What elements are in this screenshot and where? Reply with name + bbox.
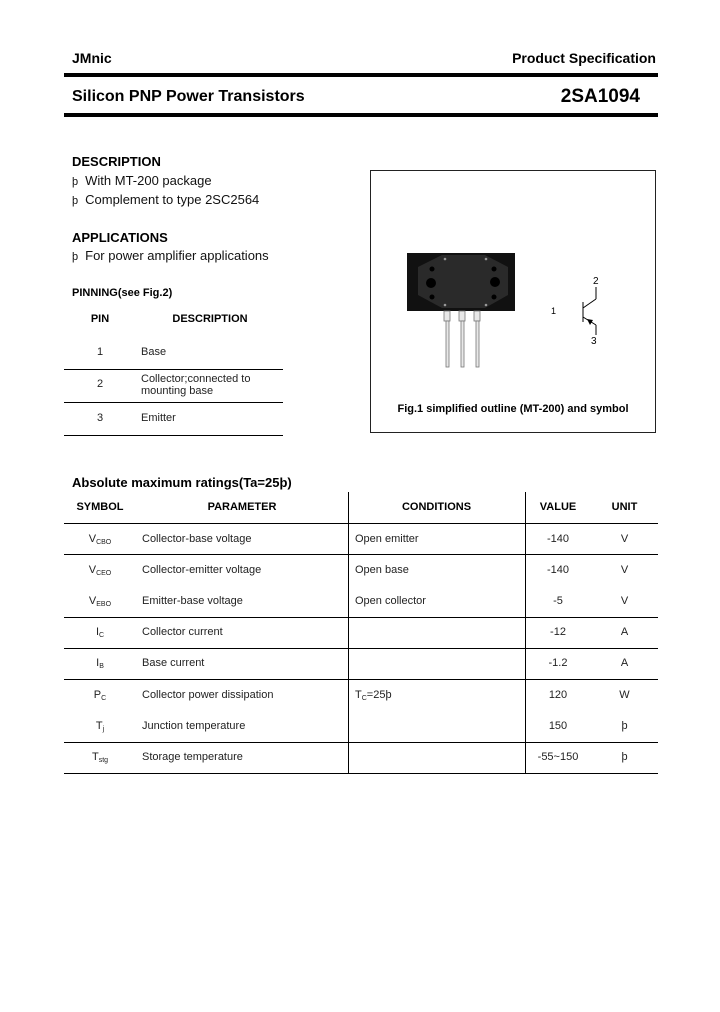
- pinning-heading: PINNING(see Fig.2): [72, 287, 173, 299]
- bullet-icon: þ: [72, 195, 79, 207]
- conditions-cell: Open base: [355, 564, 409, 576]
- row-divider: [64, 773, 658, 774]
- description-item-text: With MT-200 package: [85, 173, 212, 188]
- unit-cell: V: [620, 595, 629, 607]
- conditions-cell: Open collector: [355, 595, 426, 607]
- symbol-cell: $V_{EBO}$: [88, 595, 112, 608]
- row-divider: [64, 554, 658, 555]
- value-cell: 150: [548, 720, 568, 732]
- unit-cell: þ: [621, 751, 628, 763]
- symbol-cell: $P_C$: [93, 689, 107, 702]
- pin-description: Collector;connected to: [141, 373, 251, 385]
- parameter-cell: Storage temperature: [142, 751, 243, 763]
- pin-description: Base: [141, 346, 167, 358]
- unit-cell: V: [620, 564, 629, 576]
- parameter-cell: Base current: [142, 657, 205, 669]
- transistor-package-image: [400, 245, 520, 375]
- parameter-cell: Collector-emitter voltage: [142, 564, 262, 576]
- pin-row-divider: [64, 435, 283, 436]
- value-cell: -1.2: [548, 657, 568, 669]
- value-cell: 120: [548, 689, 568, 701]
- pin-row-divider: [64, 369, 283, 370]
- doc-type: Product Specification: [512, 50, 656, 66]
- row-divider: [64, 523, 658, 524]
- value-cell: -140: [546, 533, 570, 545]
- parameter-cell: Junction temperature: [142, 720, 246, 732]
- unit-cell: þ: [621, 720, 628, 732]
- symbol-cell: $I_C$: [95, 626, 105, 639]
- description-heading: DESCRIPTION: [72, 154, 161, 169]
- col-header-unit: UNIT: [611, 501, 638, 513]
- symbol-cell: $V_{CBO}$: [88, 533, 112, 546]
- symbol-cell: $V_{CEO}$: [88, 564, 112, 577]
- conditions-cell: Open emitter: [355, 533, 419, 545]
- col-header-conditions: CONDITIONS: [401, 501, 472, 513]
- col-header-value: VALUE: [539, 501, 577, 513]
- pin-row-divider: [64, 402, 283, 403]
- col-divider: [348, 492, 349, 773]
- description-item-text: Complement to type 2SC2564: [85, 192, 260, 207]
- row-divider: [64, 648, 658, 649]
- pin-number: 1: [96, 346, 104, 358]
- unit-cell: W: [619, 689, 630, 701]
- col-header-symbol: SYMBOL: [76, 501, 124, 513]
- header-rule-bottom: [64, 113, 658, 117]
- pin-number: 3: [96, 412, 104, 424]
- symbol-label-collector: 2: [593, 276, 599, 287]
- value-cell: -12: [550, 626, 566, 638]
- applications-item: [72, 248, 269, 263]
- part-number: 2SA1094: [560, 86, 640, 107]
- parameter-cell: Emitter-base voltage: [142, 595, 243, 607]
- symbol-label-emitter: 3: [591, 336, 597, 347]
- unit-cell: A: [620, 626, 629, 638]
- header-rule-top: [64, 73, 658, 77]
- bullet-icon: þ: [72, 176, 79, 188]
- row-divider: [64, 742, 658, 743]
- conditions-cell: $T_C=25þ$: [355, 689, 392, 702]
- figure-caption: Fig.1 simplified outline (MT-200) and symbol: [397, 403, 629, 415]
- unit-cell: A: [620, 657, 629, 669]
- row-divider: [64, 617, 658, 618]
- parameter-cell: Collector-base voltage: [142, 533, 252, 545]
- applications-item-text: For power amplifier applications: [85, 248, 269, 263]
- parameter-cell: Collector power dissipation: [142, 689, 274, 701]
- pin-number: 2: [96, 378, 104, 390]
- pin-description-cont: mounting base: [141, 385, 214, 397]
- value-cell: -5: [553, 595, 563, 607]
- value-cell: -140: [546, 564, 570, 576]
- symbol-cell: $T_j$: [95, 720, 105, 733]
- company-name: JMnic: [72, 50, 112, 66]
- bullet-icon: þ: [72, 251, 79, 263]
- description-item: [72, 173, 212, 188]
- symbol-cell: $T_{stg}$: [91, 751, 109, 764]
- description-item: [72, 192, 259, 207]
- row-divider: [64, 679, 658, 680]
- unit-cell: V: [620, 533, 629, 545]
- col-header-parameter: PARAMETER: [207, 501, 277, 513]
- doc-title: Silicon PNP Power Transistors: [72, 88, 305, 105]
- symbol-cell: $I_B$: [96, 657, 104, 670]
- pin-description: Emitter: [141, 412, 176, 424]
- applications-heading: APPLICATIONS: [72, 230, 168, 245]
- pin-col-header: PIN: [90, 313, 110, 325]
- ratings-title: Absolute maximum ratings(Ta=25þ): [72, 475, 292, 490]
- symbol-label-base: 1: [551, 306, 557, 316]
- parameter-cell: Collector current: [142, 626, 223, 638]
- pin-desc-col-header: DESCRIPTION: [172, 313, 248, 325]
- value-cell: -55~150: [537, 751, 579, 763]
